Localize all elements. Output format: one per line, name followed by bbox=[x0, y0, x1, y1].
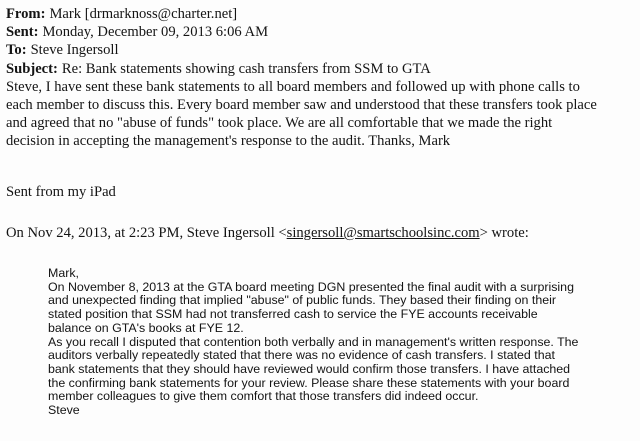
quoted-line: Mark, bbox=[48, 266, 79, 280]
sent-line bbox=[6, 23, 636, 41]
quoted-message bbox=[48, 267, 628, 418]
subject-line bbox=[6, 60, 636, 78]
body-line: Steve, I have sent these bank statements to all board members and followed up with phone calls to bbox=[6, 78, 580, 95]
reply-intro bbox=[6, 224, 529, 242]
sent-value: Monday, December 09, 2013 6:06 AM bbox=[42, 24, 269, 41]
body-line: each member to discuss this. Every board member saw and understood that these transfers took place bbox=[6, 97, 597, 114]
quoted-line: member colleagues to give them comfort that those transfers did indeed occur. bbox=[48, 389, 479, 404]
quoted-line: bank statements that they should have reviewed would confirm those transfers. I have attached bbox=[48, 361, 571, 376]
subject-label: Subject: bbox=[6, 60, 58, 77]
sent-label: Sent: bbox=[6, 24, 39, 41]
body-line: decision in accepting the management's response to the audit. Thanks, Mark bbox=[6, 133, 451, 150]
reply-intro-prefix: On Nov 24, 2013, at 2:23 PM, Steve Ingersoll < bbox=[6, 225, 287, 241]
quoted-line: On November 8, 2013 at the GTA board meeting DGN presented the final audit with a surprising bbox=[48, 279, 574, 294]
to-value: Steve Ingersoll bbox=[30, 42, 119, 59]
quoted-line: Steve bbox=[48, 403, 80, 418]
email-header bbox=[6, 5, 636, 151]
quoted-line: and unexpected finding that implied "abuse" of public funds. They based their finding on their bbox=[48, 293, 556, 308]
reply-intro-suffix: > wrote: bbox=[479, 225, 529, 241]
from-label: From: bbox=[6, 6, 46, 22]
reply-email-link[interactable]: singersoll@smartschoolsinc.com bbox=[286, 225, 480, 241]
signature: Sent from my iPad bbox=[6, 184, 116, 200]
body-line: and agreed that no "abuse of funds" took place. We are all comfortable that we made the right bbox=[6, 115, 553, 132]
to-label: To: bbox=[6, 42, 27, 59]
quoted-line: the confirming bank statements for your review. Please share these statements with your board bbox=[48, 375, 570, 390]
to-line bbox=[6, 41, 636, 59]
quoted-line: As you recall I disputed that contention both verbally and in management's written response. The bbox=[48, 334, 579, 349]
quoted-line: balance on GTA's books at FYE 12. bbox=[48, 320, 244, 335]
from-value: Mark [drmarknoss@charter.net] bbox=[49, 6, 238, 22]
quoted-line: stated position that SSM had not transferred cash to service the FYE accounts receivable bbox=[48, 307, 538, 322]
from-line bbox=[6, 5, 636, 23]
quoted-line: auditors verbally repeatedly stated that there was no evidence of cash transfers. I stated that bbox=[48, 348, 555, 363]
subject-value: Re: Bank statements showing cash transfers from SSM to GTA bbox=[61, 60, 431, 77]
